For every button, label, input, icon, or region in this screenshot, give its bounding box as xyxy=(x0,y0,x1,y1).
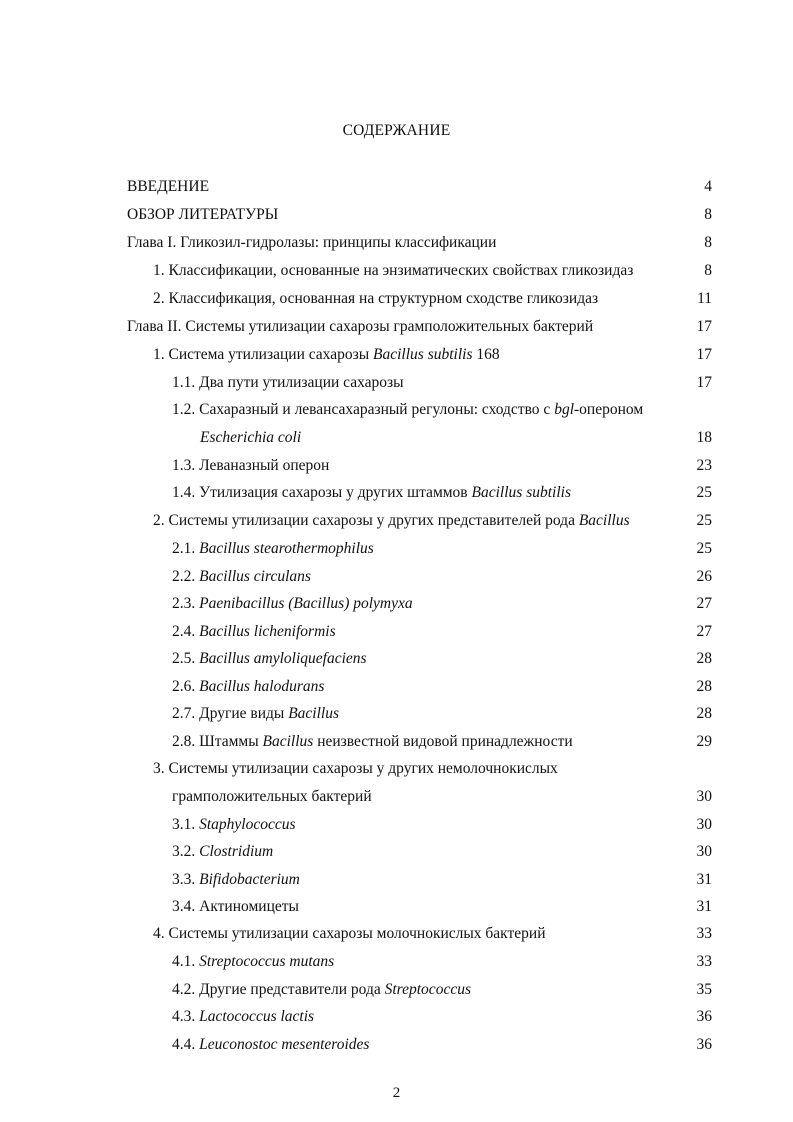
toc-entry xyxy=(0,923,793,945)
toc-entry-title xyxy=(127,176,209,198)
toc-entry-title xyxy=(172,703,339,725)
toc-entry-page: 28 xyxy=(696,705,712,722)
toc-entry-page: 17 xyxy=(696,374,712,391)
toc-entry xyxy=(0,593,793,615)
toc-entry-title xyxy=(200,427,301,449)
toc-entry-title xyxy=(153,758,558,780)
toc-entry-italic-text: Escherichia coli xyxy=(200,429,302,446)
toc-entry-page: 17 xyxy=(696,346,712,363)
toc-entry-page: 33 xyxy=(696,925,712,942)
toc-entry-title xyxy=(172,455,329,477)
toc-entry xyxy=(0,204,793,226)
toc-entry-italic-text: Bacillus licheniformis xyxy=(199,623,336,640)
toc-entry-page: 18 xyxy=(696,429,712,446)
toc-entry-text: -опероном xyxy=(574,401,644,418)
toc-entry-page: 25 xyxy=(696,540,712,557)
toc-entry-italic-text: Bacillus stearothermophilus xyxy=(199,540,374,557)
toc-entry-text: 1.4. Утилизация сахарозы у других штаммов xyxy=(172,484,472,501)
toc-entry-italic-text: Streptococcus xyxy=(384,981,471,998)
toc-entry-page: 26 xyxy=(696,568,712,585)
toc-entry-page: 35 xyxy=(696,981,712,998)
toc-entry xyxy=(0,399,793,421)
toc-entry-page: 31 xyxy=(696,898,712,915)
toc-entry-text: 2. Классификация, основанная на структурном сходстве гликозидаз xyxy=(153,290,599,307)
toc-entry xyxy=(0,703,793,725)
toc-entry xyxy=(0,869,793,891)
toc-entry-title xyxy=(172,814,296,836)
toc-entry-text: 1.2. Сахаразный и левансахаразный регулоны: сходство с xyxy=(172,401,555,418)
toc-entry xyxy=(0,648,793,670)
toc-entry xyxy=(0,455,793,477)
toc-entry-italic-text: Bacillus xyxy=(578,512,630,529)
toc-entry-italic-text: Streptococcus mutans xyxy=(199,953,335,970)
toc-entry-text: 2. Системы утилизации сахарозы у других представителей рода xyxy=(153,512,579,529)
toc-entry-title xyxy=(127,316,593,338)
toc-entry xyxy=(0,427,793,449)
toc-entry-page: 8 xyxy=(704,206,712,223)
toc-entry-text: 2.5. xyxy=(172,650,200,667)
toc-entry-page: 8 xyxy=(704,234,712,251)
toc-entry xyxy=(0,731,793,753)
toc-entry-text: 3.4. Актиномицеты xyxy=(172,898,299,915)
toc-entry xyxy=(0,814,793,836)
toc-entry xyxy=(0,951,793,973)
toc-entry-title xyxy=(153,288,598,310)
page-title: СОДЕРЖАНИЕ xyxy=(342,122,451,139)
toc-entry-text: 2.1. xyxy=(172,540,200,557)
toc-entry-page: 36 xyxy=(696,1008,712,1025)
toc-entry xyxy=(0,344,793,366)
toc-entry-page: 25 xyxy=(696,484,712,501)
toc-entry-title xyxy=(172,951,334,973)
toc-entry-title xyxy=(127,204,278,226)
toc-entry-title xyxy=(172,1006,314,1028)
toc-entry-italic-text: Lactococcus lactis xyxy=(199,1008,315,1025)
toc-entry-page: 27 xyxy=(696,595,712,612)
toc-entry-text: 1. Система утилизации сахарозы xyxy=(153,346,374,363)
toc-entry-italic-text: Clostridium xyxy=(199,843,274,860)
toc-entry-page: 27 xyxy=(696,623,712,640)
toc-entry xyxy=(0,176,793,198)
toc-entry-title xyxy=(172,676,324,698)
toc-entry-page: 30 xyxy=(696,843,712,860)
toc-entry-text: 1. Классификации, основанные на энзиматических свойствах гликозидаз xyxy=(153,262,634,279)
toc-entry-title xyxy=(172,979,471,1001)
toc-entry xyxy=(0,621,793,643)
toc-entry xyxy=(0,786,793,808)
toc-entry-title xyxy=(172,869,300,891)
toc-entry-text: 2.2. xyxy=(172,568,200,585)
toc-entry-italic-text: bgl xyxy=(554,401,574,418)
toc-entry-text: 4.2. Другие представители рода xyxy=(172,981,385,998)
toc-entry-page: 11 xyxy=(697,290,712,307)
toc-entry xyxy=(0,758,793,780)
toc-entry-page: 17 xyxy=(696,318,712,335)
toc-entry xyxy=(0,896,793,918)
toc-entry-text: 3.3. xyxy=(172,871,200,888)
toc-entry-page: 36 xyxy=(696,1036,712,1053)
toc-entry-title xyxy=(172,648,367,670)
toc-entry-page: 30 xyxy=(696,816,712,833)
toc-entry xyxy=(0,1034,793,1056)
toc-entry-text: Глава I. Гликозил-гидролазы: принципы классификации xyxy=(127,234,497,251)
toc-entry-text: 3. Системы утилизации сахарозы у других немолочнокислых xyxy=(153,760,558,777)
toc-entry-title xyxy=(172,566,311,588)
toc-entry xyxy=(0,482,793,504)
toc-entry-title xyxy=(172,593,413,615)
toc-entry xyxy=(0,510,793,532)
toc-entry xyxy=(0,232,793,254)
toc-entry-text: ВВЕДЕНИЕ xyxy=(127,178,210,195)
toc-entry-text: грамположительных бактерий xyxy=(172,788,372,805)
toc-entry-italic-text: Leuconostoc mesenteroides xyxy=(199,1036,370,1053)
toc-entry xyxy=(0,538,793,560)
toc-entry-page: 28 xyxy=(696,650,712,667)
toc-entry-italic-text: Bacillus amyloliquefaciens xyxy=(199,650,367,667)
toc-entry-title xyxy=(153,923,546,945)
toc-entry-title xyxy=(172,731,573,753)
toc-entry-text: 4.1. xyxy=(172,953,200,970)
toc-entry-text: неизвестной видовой принадлежности xyxy=(313,733,573,750)
toc-entry-title xyxy=(172,482,571,504)
toc-entry-text: 1.1. Два пути утилизации сахарозы xyxy=(172,374,404,391)
toc-entry-italic-text: Bacillus circulans xyxy=(199,568,311,585)
toc-entry-page: 23 xyxy=(696,457,712,474)
toc-entry-page: 8 xyxy=(704,262,712,279)
toc-entry-italic-text: Bacillus halodurans xyxy=(199,678,325,695)
toc-entry-page: 4 xyxy=(704,178,712,195)
toc-entry-text: 3.2. xyxy=(172,843,200,860)
toc-entry-italic-text: Staphylococcus xyxy=(199,816,296,833)
toc-entry-page: 30 xyxy=(696,788,712,805)
toc-entry-title xyxy=(172,841,273,863)
toc-entry-page: 29 xyxy=(696,733,712,750)
toc-entry-title xyxy=(172,786,372,808)
toc-entry-text: Глава II. Системы утилизации сахарозы грамположительных бактерий xyxy=(127,318,594,335)
toc-entry-text: 2.3. xyxy=(172,595,200,612)
toc-entry-page: 28 xyxy=(696,678,712,695)
toc-entry-italic-text: Bifidobacterium xyxy=(199,871,300,888)
toc-entry xyxy=(0,676,793,698)
toc-entry-title xyxy=(172,896,299,918)
toc-entry-text: ОБЗОР ЛИТЕРАТУРЫ xyxy=(127,206,279,223)
toc-entry-title xyxy=(172,1034,369,1056)
toc-entry xyxy=(0,288,793,310)
toc-entry-title xyxy=(127,232,496,254)
toc-entry-text: 2.6. xyxy=(172,678,200,695)
toc-entry-text: 2.8. Штаммы xyxy=(172,733,263,750)
toc-entry-title xyxy=(153,344,500,366)
toc-entry-italic-text: Bacillus xyxy=(288,705,340,722)
toc-entry-text: 3.1. xyxy=(172,816,200,833)
toc-entry-text: 1.3. Леваназный оперон xyxy=(172,457,330,474)
toc-entry-italic-text: Bacillus subtilis xyxy=(471,484,571,501)
toc-entry-title xyxy=(172,538,374,560)
toc-entry-title xyxy=(153,260,633,282)
toc-entry-title xyxy=(153,510,630,532)
toc-entry-page: 33 xyxy=(696,953,712,970)
toc-entry-page: 25 xyxy=(696,512,712,529)
toc-entry-title xyxy=(172,621,336,643)
toc-entry-text: 2.4. xyxy=(172,623,200,640)
toc-entry xyxy=(0,979,793,1001)
page-number: 2 xyxy=(392,1085,401,1101)
toc-entry-text: 4.4. xyxy=(172,1036,200,1053)
toc-entry-text: 4.3. xyxy=(172,1008,200,1025)
toc-entry-text: 168 xyxy=(472,346,500,363)
toc-entry xyxy=(0,841,793,863)
toc-entry xyxy=(0,1006,793,1028)
toc-entry xyxy=(0,316,793,338)
toc-entry-italic-text: Paenibacillus (Bacillus) polymyxa xyxy=(199,595,413,612)
toc-entry-italic-text: Bacillus xyxy=(262,733,314,750)
toc-entry xyxy=(0,372,793,394)
toc-entry xyxy=(0,260,793,282)
toc-entry-text: 2.7. Другие виды xyxy=(172,705,289,722)
toc-entry-title xyxy=(172,399,643,421)
toc-entry xyxy=(0,566,793,588)
toc-entry-title xyxy=(172,372,404,394)
toc-entry-italic-text: Bacillus subtilis xyxy=(373,346,473,363)
toc-entry-page: 31 xyxy=(696,871,712,888)
toc-entry-text: 4. Системы утилизации сахарозы молочнокислых бактерий xyxy=(153,925,546,942)
